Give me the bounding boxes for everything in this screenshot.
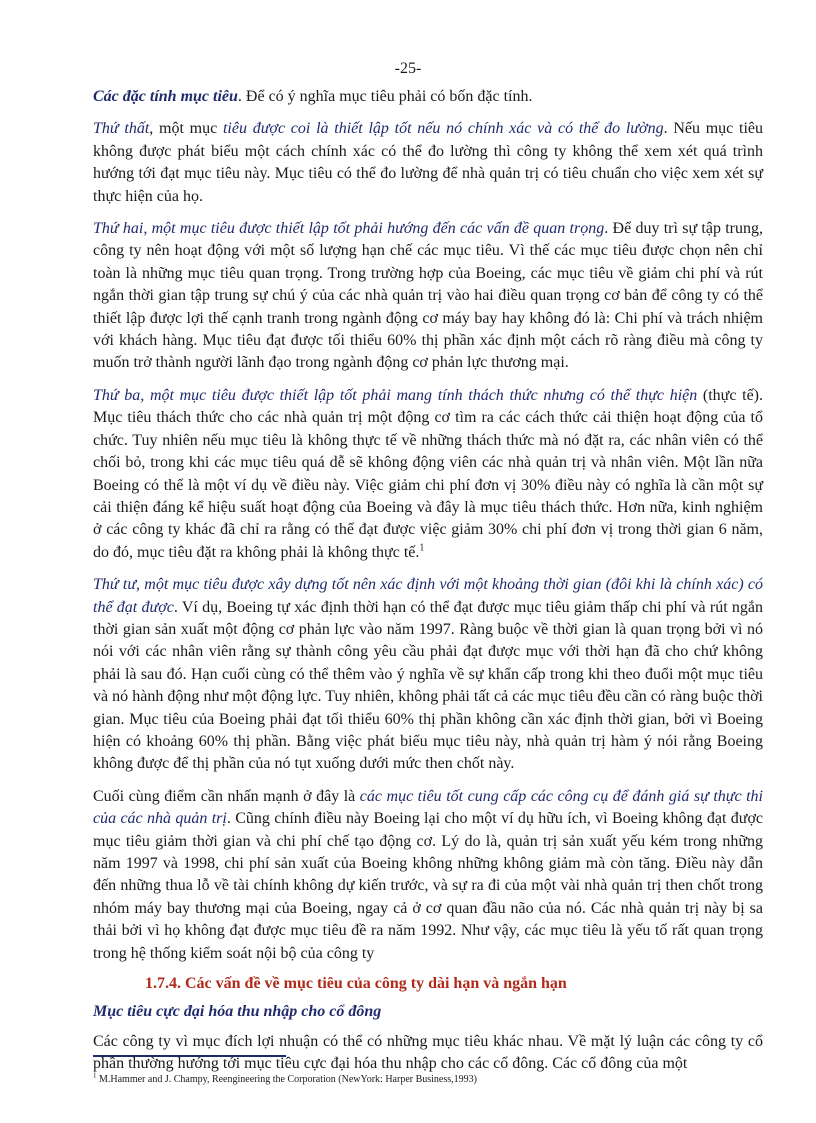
section-heading: 1.7.4. Các vấn đề về mục tiêu của công ty dài hạn và ngắn hạn	[145, 975, 567, 993]
paragraph-text: (thực tế). Mục tiêu thách thức cho các nhà quản trị một động cơ tìm ra các cách thức cải thiện hoạt động của tổ chức. Tuy nhiên nếu mục tiêu là không thực tế về những thách thức mà nó đặt ra, các nhân viên có thể chối bỏ, trong khi các mục tiêu quá dễ sẽ không động viên các nhà quản trị và nhân viên. Một lần nữa Boeing có thể là một ví dụ về điều này. Việc giảm chi phí đơn vị 30% điều này có nghĩa là cần một sự cải thiện đáng kể hiệu suất hoạt động của Boeing và đây là mục tiêu thách thức. Hơn nữa, kinh nghiệm ở các công ty khác đã chỉ ra rằng có thể đạt được việc giảm 30% chi phí đơn vị trong thời gian 6 năm, do đó, mục tiêu đặt ra không phải là không thực tế.	[93, 386, 763, 561]
page-body	[93, 86, 763, 1086]
paragraph-emphasis: Thứ hai, một mục tiêu được thiết lập tốt phải hướng đến các vấn đề quan trọng	[93, 220, 605, 238]
paragraph-emphasis: Thứ ba, một mục tiêu được thiết lập tốt phải mang tính thách thức nhưng có thể thực hiện	[93, 386, 698, 404]
paragraph-text: . Nếu mục tiêu không được phát biểu một cách chính xác có thể đo lường thì công ty không thể xem xét quá trình hướng tới đạt mục tiêu này. Mục tiêu có thể đo lường để nhà quản trị có tiêu chuẩn cho việc xem xét sự thực hiện của họ.	[93, 120, 764, 205]
paragraph-emphasis: tiêu được coi là thiết lập tốt nếu nó chính xác và có thể đo lường	[222, 120, 664, 138]
paragraph-fourth-characteristic	[93, 574, 763, 776]
paragraph-text: , một mục	[149, 120, 223, 138]
paragraph-third-characteristic	[93, 385, 763, 564]
page-number: -25-	[394, 60, 422, 77]
paragraph-evaluation	[93, 786, 763, 965]
footnote-mark: 1	[93, 1071, 97, 1080]
paragraph-emphasis: các mục tiêu tốt cung cấp các công cụ để đánh giá sự thực thi của các nhà quản trị	[93, 787, 764, 828]
footnote-text: M.Hammer and J. Champy, Reengineering the Corporation (NewYork: Harper Business,1993)	[96, 1074, 477, 1085]
paragraph-text: . Cũng chính điều này Boeing lại cho một ví dụ hữu ích, vì Boeing không đạt được mục tiêu giảm thời gian và chi phí chế tạo động cơ. Lý do là, quản trị sản xuất yếu kém trong những năm 1997 và 1998, chi phí sản xuất của Boeing không những không giảm mà còn tăng. Điều này dẫn đến những thua lỗ về tài chính không dự kiến trước, và sự ra đi của một vài nhà quản trị then chốt trong nhóm máy bay thương mại của Boeing, ngay cả ở cơ quan đầu não của nó. Các nhà quản trị này bị sa thải bởi vì họ không đạt được mục tiêu đề ra năm 1992. Như vậy, các mục tiêu là yếu tố rất quan trọng trong hệ thống kiểm soát nội bộ của công ty	[93, 810, 764, 962]
subheading: Mục tiêu cực đại hóa thu nhập cho cổ đông	[93, 1003, 382, 1021]
paragraph-first-characteristic	[93, 118, 763, 208]
paragraph-text: . Ví dụ, Boeing tự xác định thời hạn có thể đạt được mục tiêu giảm thấp chi phí và rút ngắn thời gian sản xuất một động cơ phản lực vào năm 1997. Ràng buộc về thời gian là quan trọng bởi vì nó nói với các nhân viên rằng sự thành công yêu cầu phải đạt được mục với thời hạn đã cho chứ không phải là sau đó. Hạn cuối cùng có thể thêm vào ý nghĩa về sự khẩn cấp trong khi theo đuổi một mục tiêu và nó hành động như một động lực. Tuy nhiên, không phải tất cả các mục tiêu đều cần có ràng buộc thời gian. Mục tiêu của Boeing phải đạt tối thiểu 60% thị phần không cần xác định thời gian, bởi vì Boeing hiện có khoảng 60% thị phần. Bằng việc phát biểu mục tiêu này, nhà quản trị hàm ý nói rằng Boeing không được để thị phần của nó tụt xuống dưới mức then chốt này.	[93, 598, 764, 773]
footnote-divider	[93, 1055, 286, 1057]
paragraph-profit-goals: Các công ty vì mục đích lợi nhuận có thể có những mục tiêu khác nhau. Về mặt lý luận các công ty cổ phần thường hướng tới mục tiêu cực đại hóa thu nhập cho các cổ đông. Các cổ đông của một	[93, 1033, 763, 1073]
paragraph-characteristics-intro	[93, 86, 763, 108]
footnote-reference: 1	[419, 542, 425, 554]
paragraph-second-characteristic	[93, 218, 763, 375]
footnote	[93, 1073, 763, 1086]
paragraph-text: . Để có ý nghĩa mục tiêu phải có bốn đặc tính.	[237, 88, 533, 105]
paragraph-emphasis: Thứ tư, một mục tiêu được xây dựng tốt nên xác định với một khoảng thời gian (đôi khi là chính xác) có thể đạt được	[93, 576, 763, 616]
paragraph-lead: Các đặc tính mục tiêu	[93, 88, 238, 105]
paragraph-lead: Thứ thất	[93, 120, 150, 138]
paragraph-text: . Để duy trì sự tập trung, công ty nên hoạt động với một số lượng hạn chế các mục tiêu. Vì thế các mục tiêu được chọn nên chỉ toàn là những mục tiêu quan trọng. Trong trường hợp của Boeing, các mục tiêu về giảm chi phí và rút ngắn thời gian tập trung sự chú ý của các nhà quản trị vào hai điều quan trọng cơ bản để công ty có thể thiết lập được lợi thế cạnh tranh trong ngành động cơ máy bay hay không đó là: Chi phí và trách nhiệm với khách hàng. Mục tiêu đạt được tối thiểu 60% thị phần xác định một cách rõ ràng điều mà công ty muốn trở thành người lãnh đạo trong ngành động cơ phản lực thương mại.	[93, 220, 764, 372]
paragraph-text: Cuối cùng điểm cần nhấn mạnh ở đây là	[93, 787, 360, 805]
